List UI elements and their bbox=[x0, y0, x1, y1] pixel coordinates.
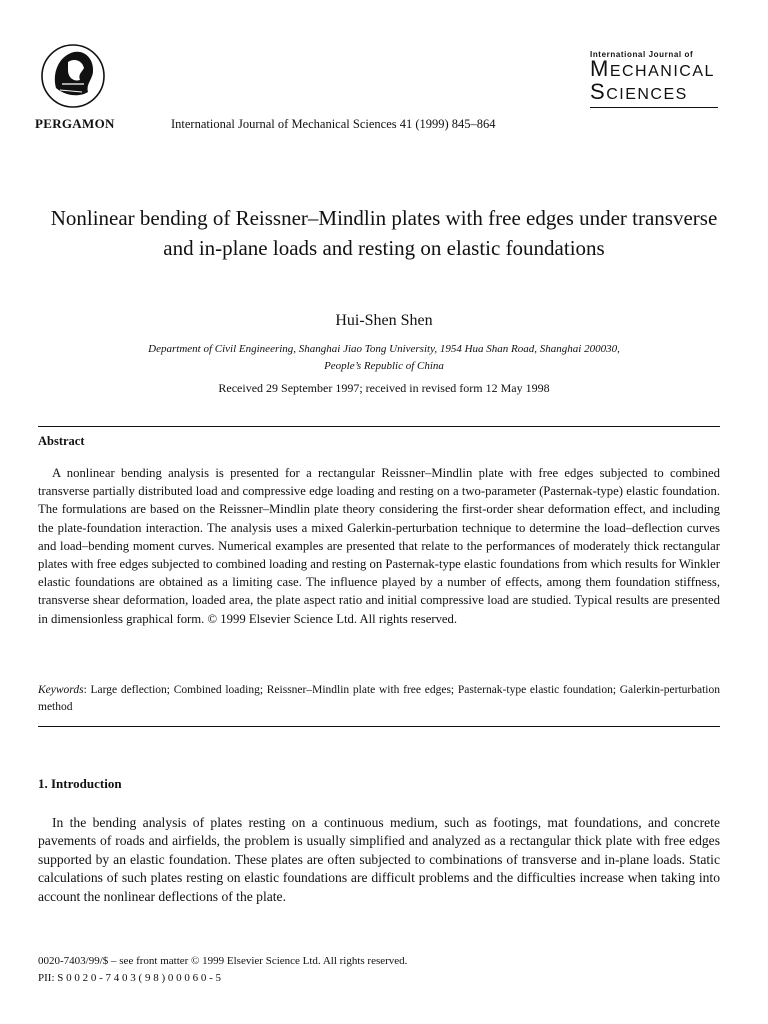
masthead-mechanical: MECHANICAL bbox=[590, 56, 715, 81]
abstract-heading: Abstract bbox=[38, 434, 85, 448]
keywords-label: Keywords bbox=[38, 684, 84, 696]
abstract-text: A nonlinear bending analysis is presented for a rectangular Reissner–Mindlin plate with free edges subjected to combined transverse partially distributed load and compressive edge loading and resting on a two-parameter (Pasternak-type) elastic foundation. The formulations are based on the Reissner–Mindlin plate theory considering the first-order shear deformation effect, and including the plate-foundation interaction. The analysis uses a mixed Galerkin-perturbation technique to determine the load–deflection curves and load–bending moment curves. Numerical examples are presented that relate to the performances of moderately thick rectangular plates with free edges subjected to combined loading and resting on Pasternak-type elastic foundations from which results for Winkler elastic foundations are obtained as a limiting case. The influence played by a number of effects, among them foundation stiffness, transverse shear deformation, loaded area, the plate aspect ratio and initial compressive load are studied. Typical results are presented in dimensionless graphical form. © 1999 Elsevier Science Ltd. All rights reserved. bbox=[38, 466, 720, 626]
publisher-logo-icon bbox=[38, 38, 108, 118]
section-heading-introduction: 1. Introduction bbox=[38, 776, 122, 791]
journal-citation: International Journal of Mechanical Sciences 41 (1999) 845–864 bbox=[171, 117, 496, 131]
abstract-top-rule bbox=[38, 426, 720, 427]
journal-masthead bbox=[590, 50, 730, 108]
received-dates: Received 29 September 1997; received in revised form 12 May 1998 bbox=[218, 381, 550, 395]
footnote-copyright: 0020-7403/99/$ – see front matter © 1999 Elsevier Science Ltd. All rights reserved. bbox=[38, 955, 408, 967]
footnote bbox=[38, 953, 407, 987]
introduction-text: In the bending analysis of plates resting on a continuous medium, such as footings, mat foundations, and concrete pavements of roads and airfields, the problem is usually simplified and analyzed as a rectangular thick plate with free edges supported by an elastic foundation. These plates are often subjected to combinations of transverse and in-plane loads. Static calculations of such plates resting on elastic foundations are difficult problems and the difficulties increase when taking into account the nonlinear deflections of the plate. bbox=[38, 815, 720, 904]
affiliation bbox=[60, 341, 708, 375]
masthead-line1: International Journal of bbox=[590, 50, 694, 59]
keywords bbox=[38, 682, 720, 716]
footnote-pii: PII: S 0 0 2 0 - 7 4 0 3 ( 9 8 ) 0 0 0 6 0 - 5 bbox=[38, 972, 222, 984]
paper-title: Nonlinear bending of Reissner–Mindlin plates with free edges under transverse and in-plane loads and resting on elastic foundations bbox=[50, 206, 718, 260]
keywords-list: : Large deflection; Combined loading; Reissner–Mindlin plate with free edges; Pasternak-type elastic foundation; Galerkin-perturbation method bbox=[38, 684, 720, 713]
affiliation-line: People’s Republic of China bbox=[324, 360, 444, 372]
publisher-name: PERGAMON bbox=[35, 116, 115, 131]
author-name: Hui-Shen Shen bbox=[335, 312, 433, 329]
masthead-sciences: SCIENCES bbox=[590, 79, 688, 104]
abstract-bottom-rule bbox=[38, 726, 720, 727]
affiliation-line: Department of Civil Engineering, Shanghai Jiao Tong University, 1954 Hua Shan Road, Shanghai 200030, bbox=[148, 343, 620, 355]
masthead-rule bbox=[590, 107, 718, 108]
